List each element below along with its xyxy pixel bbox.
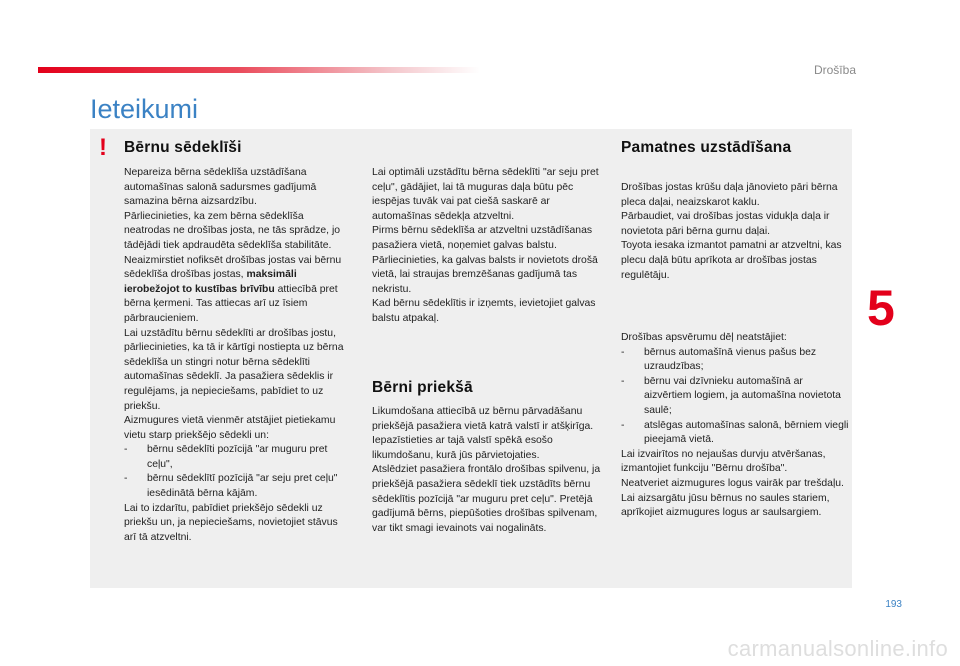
heading-booster: Pamatnes uzstādīšana: [621, 139, 792, 156]
paragraph: Pārliecinieties, ka zem bērna sēdeklīša neatrodas ne drošības josta, ne tās sprādze, jo tādējādi tiek apdraudēta sēdeklīša stabilitāte.: [124, 210, 341, 251]
paragraph: Aizmugures vietā vienmēr atstājiet pietiekamu vietu starp priekšējo sēdekli un:: [124, 415, 336, 441]
text-segment: attiecībā pret bērna ķermeni. Tas attiecas arī uz īsiem pārbraucieniem.: [124, 283, 338, 324]
paragraph: Likumdošana attiecībā uz bērnu pārvadāšanu priekšējā pasažiera vietā katrā valstī ir atšķirīga. Iepazīstieties ar tajā valstī spēkā esošo likumdošanu, kurā jūs pārvietojaties.: [372, 406, 594, 461]
watermark: carmanualsonline.info: [727, 636, 948, 661]
bold-text: maksimāli ierobežojot to kustības brīvību: [124, 269, 297, 295]
heading-children-front: Bērni priekšā: [372, 379, 473, 396]
paragraph: Lai to izdarītu, pabīdiet priekšējo sēdekli uz priekšu un, ja nepieciešams, novietojiet stāvus arī tā atzveltni.: [124, 502, 338, 543]
paragraph: Lai izvairītos no nejaušas durvju atvēršanas, izmantojiet funkciju "Bērnu drošība".: [621, 448, 826, 475]
text-segment: Neaizmirstiet nofiksēt drošības jostas vai bērnu sēdeklīša drošības jostas,: [124, 254, 342, 281]
page-number: 193: [885, 599, 902, 610]
header-accent-bar: [38, 67, 480, 73]
list-item: - bērnus automašīnā vienus pašus bez uzraudzības;: [621, 346, 817, 373]
paragraph: Atslēdziet pasažiera frontālo drošības spilvenu, ja priekšējā pasažiera sēdeklī tiek uzstādīts bērnu sēdeklītis pozīcijā "ar muguru pret ceļu". Pretējā gadījumā bērns, piepūšoties drošības spilvenam, var tikt smagi ievainots vai nogalināts.: [372, 464, 601, 534]
column-head-restraint: [372, 166, 602, 327]
paragraph: Pārliecinieties, ka galvas balsts ir novietots drošā vietā, lai straujas bremzēšanas gadījumā tas nekristu.: [372, 254, 598, 295]
column-child-seats: [124, 166, 352, 545]
paragraph: Lai optimāli uzstādītu bērna sēdeklīti "ar seju pret ceļu", gādājiet, lai tā muguras daļa būtu pēc iespējas tuvāk vai pat ciešā saskarē ar automašīnas sēdekļa atzveltni.: [372, 167, 599, 222]
paragraph: Neatveriet aizmugures logus vairāk par trešdaļu.: [621, 477, 844, 489]
chapter-number: 5: [867, 280, 895, 336]
heading-child-seats: Bērnu sēdeklīši: [124, 139, 242, 156]
paragraph: Toyota iesaka izmantot pamatni ar atzveltni, kas plecu daļā būtu aprīkota ar drošības jostas regulētāju.: [621, 240, 842, 281]
paragraph: Drošības jostas krūšu daļa jānovieto pāri bērna pleca daļai, neaizskarot kaklu.: [621, 182, 838, 208]
page-title: Ieteikumi: [90, 94, 199, 124]
paragraph: Pirms bērnu sēdeklīša ar atzveltni uzstādīšanas pasažiera vietā, noņemiet galvas balstu.: [372, 225, 593, 251]
paragraph: [124, 254, 352, 327]
section-label: Drošība: [813, 63, 856, 77]
paragraph: Kad bērnu sēdeklītis ir izņemts, ievietojiet galvas balstu atpakaļ.: [372, 298, 596, 324]
column-booster: [621, 181, 849, 283]
list-item: - atslēgas automašīnas salonā, bērniem viegli pieejamā vietā.: [621, 419, 849, 446]
column-children-front: [372, 405, 602, 536]
paragraph: Lai uzstādītu bērnu sēdeklīti ar drošības jostu, pārliecinieties, ka tā ir kārtīgi nostiepta uz bērna sēdeklīša un stingri notur bērna sēdeklīti automašīnas sēdeklī. Ja pasažiera sēdeklis ir regulējams, ja nepieciešams, pabīdiet to uz priekšu.: [124, 327, 344, 412]
paragraph: Nepareiza bērna sēdeklīša uzstādīšana automašīnas salonā sadursmes gadījumā samazina bērna aizsardzību.: [124, 167, 317, 208]
paragraph: Drošības apsvērumu dēļ neatstājiet:: [621, 332, 787, 343]
paragraph: Pārbaudiet, vai drošības jostas vidukļa daļa ir novietota pāri bērna gurnu daļai.: [621, 211, 830, 237]
list-item: - bērnu vai dzīvnieku automašīnā ar aizvērtiem logiem, ja automašīna novietota saulē;: [621, 375, 841, 416]
list-item: - bērnu sēdeklītī pozīcijā "ar seju pret ceļu" iesēdinātā bērna kājām.: [124, 473, 338, 500]
paragraph: Lai aizsargātu jūsu bērnus no saules stariem, aprīkojiet aizmugures logus ar saulsargiem.: [621, 492, 830, 519]
list-item: - bērnu sēdeklīti pozīcijā "ar muguru pret ceļu",: [124, 444, 328, 470]
column-safety: [621, 331, 849, 521]
warning-icon: !: [99, 134, 107, 161]
